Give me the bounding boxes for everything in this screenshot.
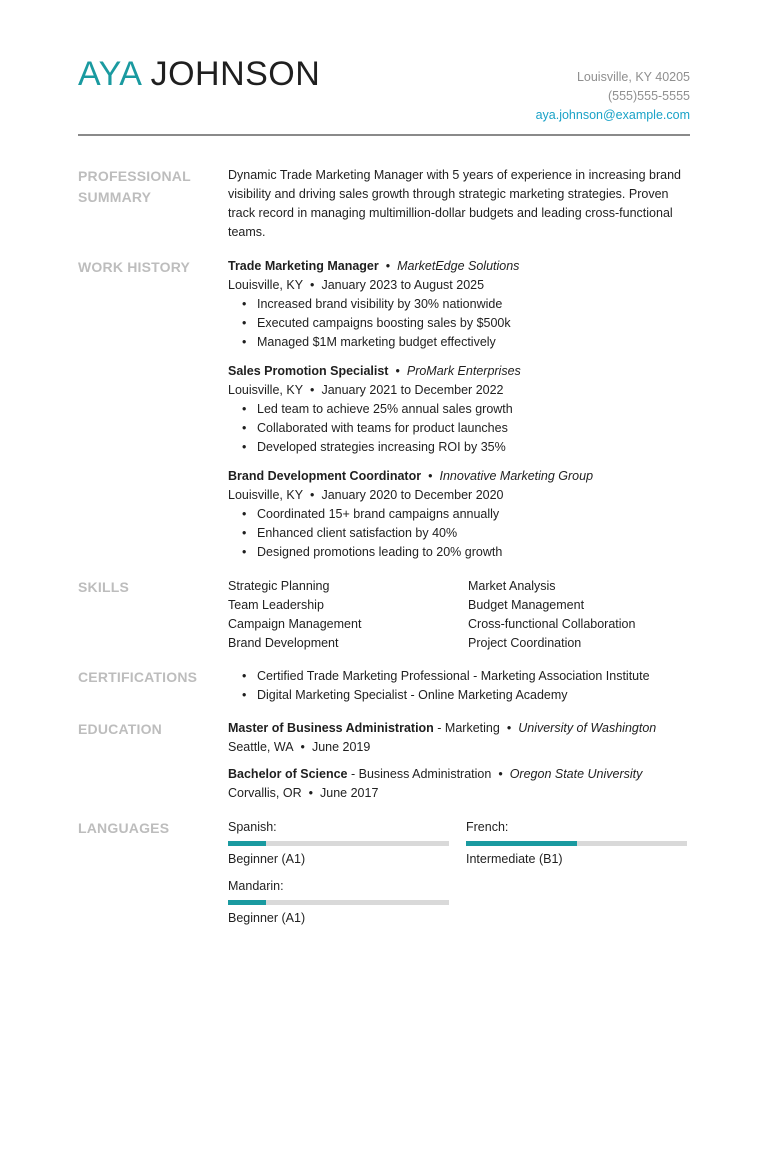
company-name: MarketEdge Solutions bbox=[397, 259, 520, 273]
language-entry bbox=[228, 877, 466, 928]
separator: • bbox=[300, 740, 305, 754]
skill-item: Brand Development bbox=[228, 636, 339, 650]
education-entry bbox=[228, 765, 690, 803]
list-item: • Executed campaigns boosting sales by $500k bbox=[257, 314, 690, 333]
job-title-line bbox=[228, 257, 690, 276]
list-item: • Managed $1M marketing budget effectively bbox=[257, 333, 690, 352]
degree-line bbox=[228, 719, 690, 738]
proficiency-bar bbox=[228, 841, 449, 846]
language-name: Spanish: bbox=[228, 820, 277, 834]
degree-field: - Business Administration bbox=[347, 767, 492, 781]
skill-item: Project Coordination bbox=[468, 636, 582, 650]
contact-info bbox=[536, 68, 690, 125]
summary-section bbox=[78, 166, 690, 242]
job-dates: January 2023 to August 2025 bbox=[321, 278, 485, 292]
education-meta bbox=[228, 784, 690, 803]
certifications-section bbox=[78, 667, 690, 705]
summary-text: Dynamic Trade Marketing Manager with 5 years of experience in increasing brand visibility and driving sales growth through strategic marketing strategies. Proven track record in managing multimillion-dollar budgets and leading cross-functional teams. bbox=[228, 168, 682, 239]
list-item: • Digital Marketing Specialist - Online Marketing Academy bbox=[257, 686, 690, 705]
last-name: JOHNSON bbox=[150, 55, 321, 93]
skill-item: Campaign Management bbox=[228, 617, 362, 631]
list-item: • Collaborated with teams for product launches bbox=[257, 419, 690, 438]
list-item: • Developed strategies increasing ROI by 35% bbox=[257, 438, 690, 457]
separator: • bbox=[310, 383, 315, 397]
separator: • bbox=[310, 488, 315, 502]
job-bullets bbox=[228, 400, 690, 457]
job-bullets bbox=[228, 295, 690, 352]
proficiency-bar bbox=[466, 841, 687, 846]
job-entry bbox=[228, 467, 690, 562]
separator: • bbox=[310, 278, 315, 292]
education-list bbox=[228, 719, 690, 803]
proficiency-bar-fill bbox=[466, 841, 577, 846]
job-meta bbox=[228, 276, 690, 295]
school-name: Oregon State University bbox=[509, 767, 643, 781]
school-location: Seattle, WA bbox=[228, 740, 294, 754]
separator: • bbox=[385, 259, 391, 273]
separator: • bbox=[506, 721, 512, 735]
job-dates: January 2021 to December 2022 bbox=[321, 383, 504, 397]
section-label: WORK HISTORY bbox=[78, 259, 191, 275]
degree-name: Bachelor of Science bbox=[228, 767, 348, 781]
first-name: AYA bbox=[78, 55, 141, 93]
graduation-date: June 2017 bbox=[320, 786, 379, 800]
resume-header bbox=[78, 0, 690, 136]
candidate-name bbox=[78, 54, 320, 94]
job-dates: January 2020 to December 2020 bbox=[321, 488, 504, 502]
email-link[interactable]: aya.johnson@example.com bbox=[535, 108, 690, 122]
list-item: • Enhanced client satisfaction by 40% bbox=[257, 524, 690, 543]
proficiency-bar bbox=[228, 900, 449, 905]
job-title-line bbox=[228, 467, 690, 486]
section-label: LANGUAGES bbox=[78, 820, 170, 836]
job-location: Louisville, KY bbox=[228, 488, 304, 502]
section-label: SKILLS bbox=[78, 579, 129, 595]
section-label: EDUCATION bbox=[78, 721, 162, 737]
proficiency-bar-fill bbox=[228, 900, 266, 905]
language-level: Beginner (A1) bbox=[228, 911, 306, 925]
separator: • bbox=[395, 364, 400, 378]
job-location: Louisville, KY bbox=[228, 383, 304, 397]
skills-grid bbox=[228, 577, 690, 653]
job-entry bbox=[228, 362, 690, 457]
skill-item: Cross-functional Collaboration bbox=[468, 617, 636, 631]
proficiency-bar-fill bbox=[228, 841, 266, 846]
work-history-section bbox=[78, 257, 690, 562]
language-name: Mandarin: bbox=[228, 879, 284, 893]
section-label: PROFESSIONAL SUMMARY bbox=[78, 168, 191, 205]
list-item: • Certified Trade Marketing Professional - Marketing Association Institute bbox=[257, 667, 690, 686]
cert-bullets bbox=[228, 667, 690, 705]
certifications-list bbox=[228, 667, 690, 705]
list-item: • Designed promotions leading to 20% growth bbox=[257, 543, 690, 562]
job-title: Brand Development Coordinator bbox=[228, 469, 422, 483]
separator: • bbox=[428, 469, 433, 483]
phone-text: (555)555-5555 bbox=[607, 89, 690, 103]
language-entry bbox=[466, 818, 687, 869]
languages-grid bbox=[228, 818, 690, 928]
separator: • bbox=[498, 767, 503, 781]
job-title: Trade Marketing Manager bbox=[228, 259, 379, 273]
job-location: Louisville, KY bbox=[228, 278, 304, 292]
school-location: Corvallis, OR bbox=[228, 786, 302, 800]
job-bullets bbox=[228, 505, 690, 562]
language-level: Beginner (A1) bbox=[228, 852, 306, 866]
list-item: • Increased brand visibility by 30% nationwide bbox=[257, 295, 690, 314]
degree-field: - Marketing bbox=[433, 721, 500, 735]
degree-line bbox=[228, 765, 690, 784]
language-level: Intermediate (B1) bbox=[466, 852, 563, 866]
education-entry bbox=[228, 719, 690, 757]
work-list bbox=[228, 257, 690, 562]
job-title: Sales Promotion Specialist bbox=[228, 364, 389, 378]
list-item: • Coordinated 15+ brand campaigns annually bbox=[257, 505, 690, 524]
separator: • bbox=[308, 786, 314, 800]
job-entry bbox=[228, 257, 690, 352]
education-meta bbox=[228, 738, 690, 757]
company-name: ProMark Enterprises bbox=[406, 364, 521, 378]
skill-item: Market Analysis bbox=[468, 579, 556, 593]
language-entry bbox=[228, 818, 466, 869]
skill-item: Team Leadership bbox=[228, 598, 324, 612]
skill-item: Budget Management bbox=[468, 598, 585, 612]
degree-name: Master of Business Administration bbox=[228, 721, 434, 735]
school-name: University of Washington bbox=[518, 721, 657, 735]
job-meta bbox=[228, 381, 690, 400]
location-text: Louisville, KY 40205 bbox=[576, 70, 690, 84]
job-meta bbox=[228, 486, 690, 505]
education-section bbox=[78, 719, 690, 803]
skill-item: Strategic Planning bbox=[228, 579, 330, 593]
list-item: • Led team to achieve 25% annual sales growth bbox=[257, 400, 690, 419]
company-name: Innovative Marketing Group bbox=[439, 469, 594, 483]
language-name: French: bbox=[466, 820, 509, 834]
section-label: CERTIFICATIONS bbox=[78, 669, 198, 685]
skills-section bbox=[78, 577, 690, 653]
languages-section bbox=[78, 818, 690, 928]
job-title-line bbox=[228, 362, 690, 381]
graduation-date: June 2019 bbox=[311, 740, 371, 754]
